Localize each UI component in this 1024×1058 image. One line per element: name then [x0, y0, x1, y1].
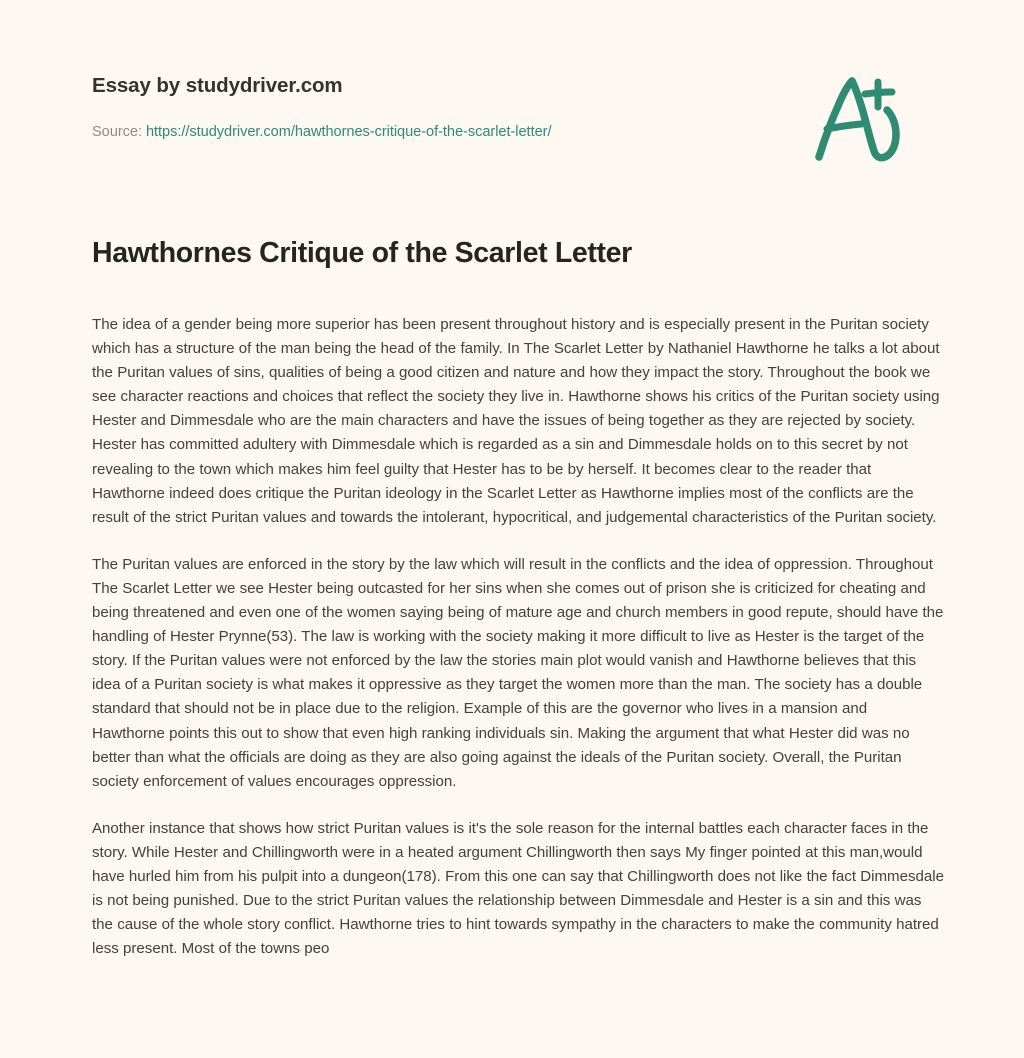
essay-paragraph: The idea of a gender being more superior has been present throughout history and is especially present in the Puritan society which has a structure of the man being the head of the family. In The Scarlet Letter by Nathaniel Hawthorne he talks a lot about the Puritan values of sins, qualities of being a good citizen and nature and how they impact the story. Throughout the book we see character reactions and choices that reflect the society they live in. Hawthorne shows his critics of the Puritan society using Hester and Dimmesdale who are the main characters and have the issues of being together as they are rejected by society. Hester has committed adultery with Dimmesdale which is regarded as a sin and Dimmesdale holds on to this secret by not revealing to the town which makes him feel guilty that Hester has to be by herself. It becomes clear to the reader that Hawthorne indeed does critique the Puritan ideology in the Scarlet Letter as Hawthorne implies most of the conflicts are the result of the strict Puritan values and towards the intolerant, hypocritical, and judgemental characteristics of the Puritan society. [92, 316, 940, 526]
source-label: Source: [92, 124, 142, 140]
essay-body [92, 313, 944, 961]
source-line [92, 124, 551, 140]
page-header [0, 0, 1024, 200]
essay-byline: Essay by studydriver.com [92, 74, 343, 97]
source-url-link[interactable]: https://studydriver.com/hawthornes-critique-of-the-scarlet-letter/ [145, 124, 552, 140]
a-plus-logo [806, 66, 910, 166]
page-title: Hawthornes Critique of the Scarlet Letter [92, 237, 632, 269]
essay-paragraph: Another instance that shows how strict Puritan values is it's the sole reason for the internal battles each character faces in the story. While Hester and Chillingworth were in a heated argument Chillingworth then says My finger pointed at this man,would have hurled him from his pulpit into a dungeon(178). From this one can say that Chillingworth does not like the fact Dimmesdale is not being punished. Due to the strict Puritan values the relationship between Dimmesdale and Hester is a sin and this was the cause of the whole story conflict. Hawthorne tries to hint towards sympathy in the characters to make the community hatred less present. Most of the towns peo [92, 819, 944, 958]
a-plus-logo-icon [806, 66, 910, 166]
essay-paragraph: The Puritan values are enforced in the story by the law which will result in the conflicts and the idea of oppression. Throughout The Scarlet Letter we see Hester being outcasted for her sins when she comes out of prison she is criticized for cheating and being threatened and even one of the women saying being of mature age and church members in good repute, should have the handling of Hester Prynne(53). The law is working with the society making it more difficult to live as Hester is the target of the story. If the Puritan values were not enforced by the law the stories main plot would vanish and Hawthorne believes that this idea of a Puritan society is what makes it oppressive as they target the women more than the man. The society has a double standard that should not be in place due to the religion. Example of this are the governor who lives in a mansion and Hawthorne points this out to show that even high ranking individuals sin. Making the argument that what Hester did was no better than what the officials are doing as they are also going against the ideals of the Puritan society. Overall, the Puritan society enforcement of values encourages oppression. [92, 555, 944, 790]
